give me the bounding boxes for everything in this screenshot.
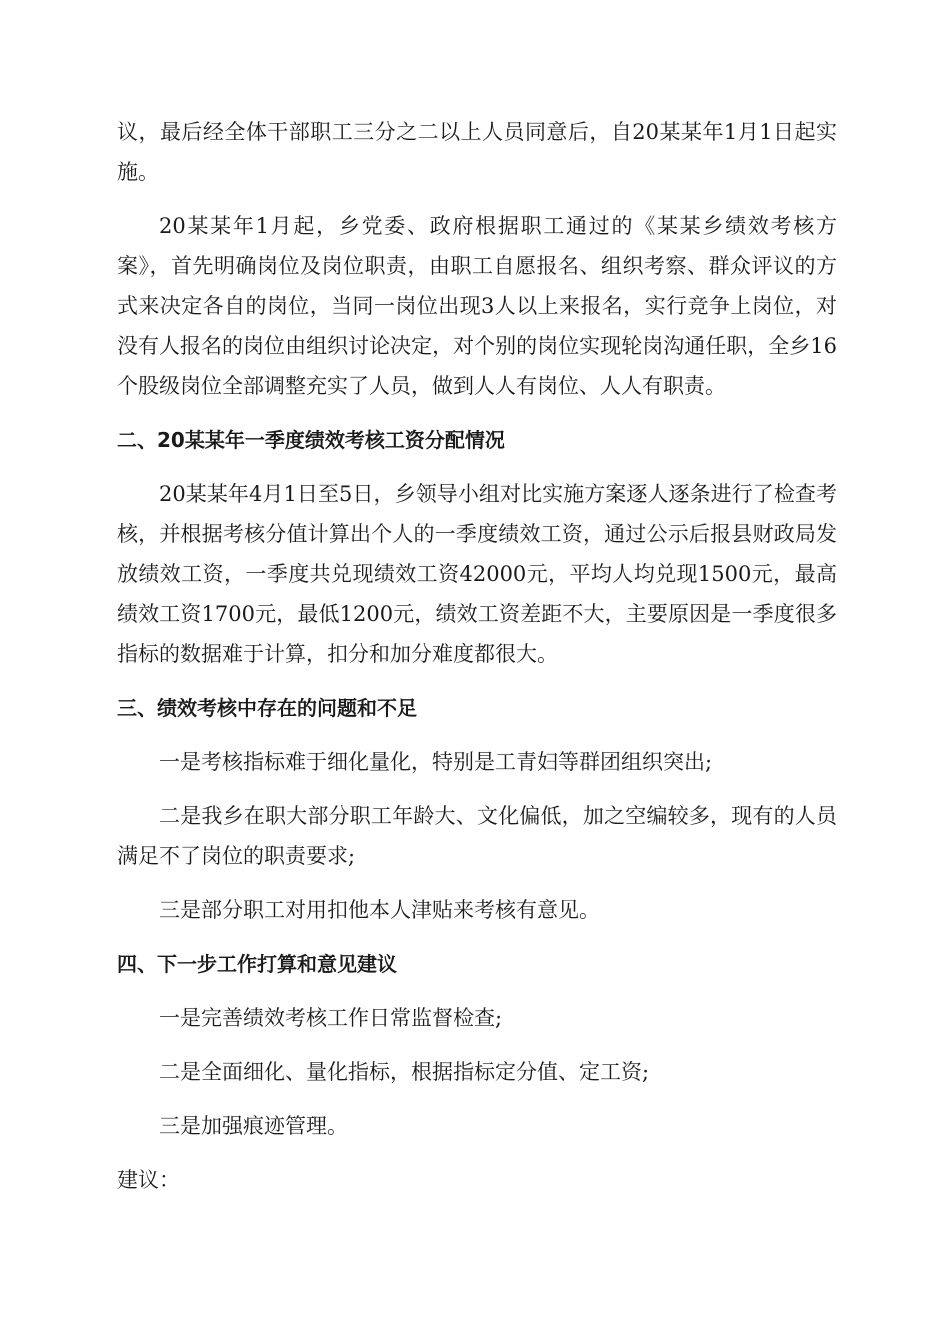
problem-item-2: 二是我乡在职大部分职工年龄大、文化偏低，加之空编较多，现有的人员满足不了岗位的职责要求;: [117, 804, 837, 868]
next-step-item-3: 三是加强痕迹管理。: [159, 1114, 348, 1138]
suggestion-label: 建议：: [117, 1168, 180, 1192]
next-step-item-2: 二是全面细化、量化指标，根据指标定分值、定工资;: [159, 1060, 650, 1084]
paragraph-salary-distribution: 20某某年4月1日至5日，乡领导小组对比实施方案逐人逐条进行了检查考核，并根据考核分值计算出个人的一季度绩效工资，通过公示后报县财政局发放绩效工资，一季度共兑现绩效工资42000元，平均人均兑现1500元，最高绩效工资1700元，最低1200元，绩效工资差距不大，主要原因是一季度很多指标的数据难于计算，扣分和加分难度都很大。: [117, 482, 837, 666]
section-heading-problems: 三、绩效考核中存在的问题和不足: [117, 696, 417, 720]
problem-item-1: 一是考核指标难于细化量化，特别是工青妇等群团组织突出;: [159, 750, 713, 774]
next-step-item-1: 一是完善绩效考核工作日常监督检查;: [159, 1006, 503, 1030]
section-heading-next-steps: 四、下一步工作打算和意见建议: [117, 952, 397, 976]
paragraph-implementation-date: 议，最后经全体干部职工三分之二以上人员同意后，自20某某年1月1日起实施。: [117, 120, 837, 184]
paragraph-position-assignment: 20某某年1月起，乡党委、政府根据职工通过的《某某乡绩效考核方案》，首先明确岗位及岗位职责，由职工自愿报名、组织考察、群众评议的方式来决定各自的岗位，当同一岗位出现3人以上来报名，实行竞争上岗位，对没有人报名的岗位由组织讨论决定，对个别的岗位实现轮岗沟通任职，全乡16个股级岗位全部调整充实了人员，做到人人有岗位、人人有职责。: [117, 214, 837, 398]
problem-item-3: 三是部分职工对用扣他本人津贴来考核有意见。: [159, 898, 600, 922]
document-body: [117, 112, 837, 1200]
section-heading-salary-distribution: 二、20某某年一季度绩效考核工资分配情况: [117, 428, 505, 452]
